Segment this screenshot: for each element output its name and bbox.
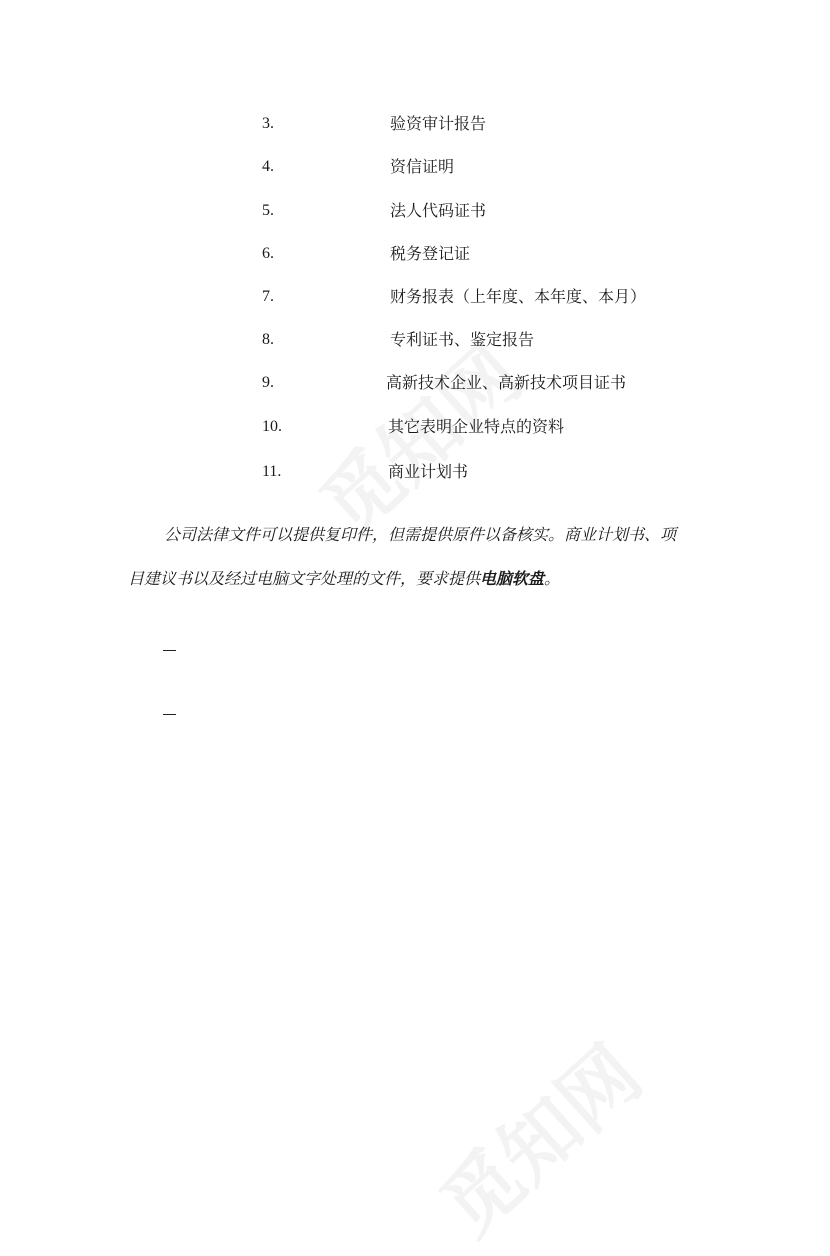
list-item — [0, 412, 830, 442]
list-number: 3. — [262, 115, 274, 132]
list-text: 财务报表（上年度、本年度、本月） — [390, 287, 647, 306]
list-number: 10. — [262, 418, 282, 435]
list-text: 资信证明 — [390, 157, 455, 176]
paragraph-text: 。 — [544, 569, 561, 588]
list-text: 高新技术企业、高新技术项目证书 — [386, 373, 627, 392]
list-item — [0, 457, 830, 487]
list-item — [0, 109, 830, 139]
list-number: 6. — [262, 245, 274, 262]
watermark — [413, 1016, 662, 1256]
list-text: 税务登记证 — [390, 244, 471, 263]
list-number: 11. — [262, 463, 282, 480]
dash-mark — [163, 714, 176, 715]
list-item — [0, 239, 830, 269]
paragraph-text: 目建议书以及经过电脑文字处理的文件，要求提供 — [128, 569, 481, 588]
list-text: 专利证书、鉴定报告 — [390, 330, 535, 349]
paragraph-line — [164, 520, 676, 550]
list-text: 验资审计报告 — [390, 114, 487, 133]
list-item — [0, 152, 830, 182]
list-number: 5. — [262, 202, 274, 219]
list-number: 9. — [262, 374, 274, 391]
list-text: 法人代码证书 — [390, 201, 487, 220]
list-number: 7. — [262, 288, 274, 305]
list-item — [0, 368, 830, 398]
list-number: 8. — [262, 331, 274, 348]
list-number: 4. — [262, 158, 274, 175]
dash-mark — [163, 650, 176, 651]
list-item — [0, 282, 830, 312]
paragraph-line — [128, 564, 560, 594]
list-text: 其它表明企业特点的资料 — [388, 417, 565, 436]
paragraph-bold-text: 电脑软盘 — [480, 569, 545, 588]
list-item — [0, 196, 830, 226]
list-item — [0, 325, 830, 355]
list-text: 商业计划书 — [388, 462, 469, 481]
paragraph-text: 公司法律文件可以提供复印件，但需提供原件以备核实。商业计划书、项 — [164, 525, 677, 544]
